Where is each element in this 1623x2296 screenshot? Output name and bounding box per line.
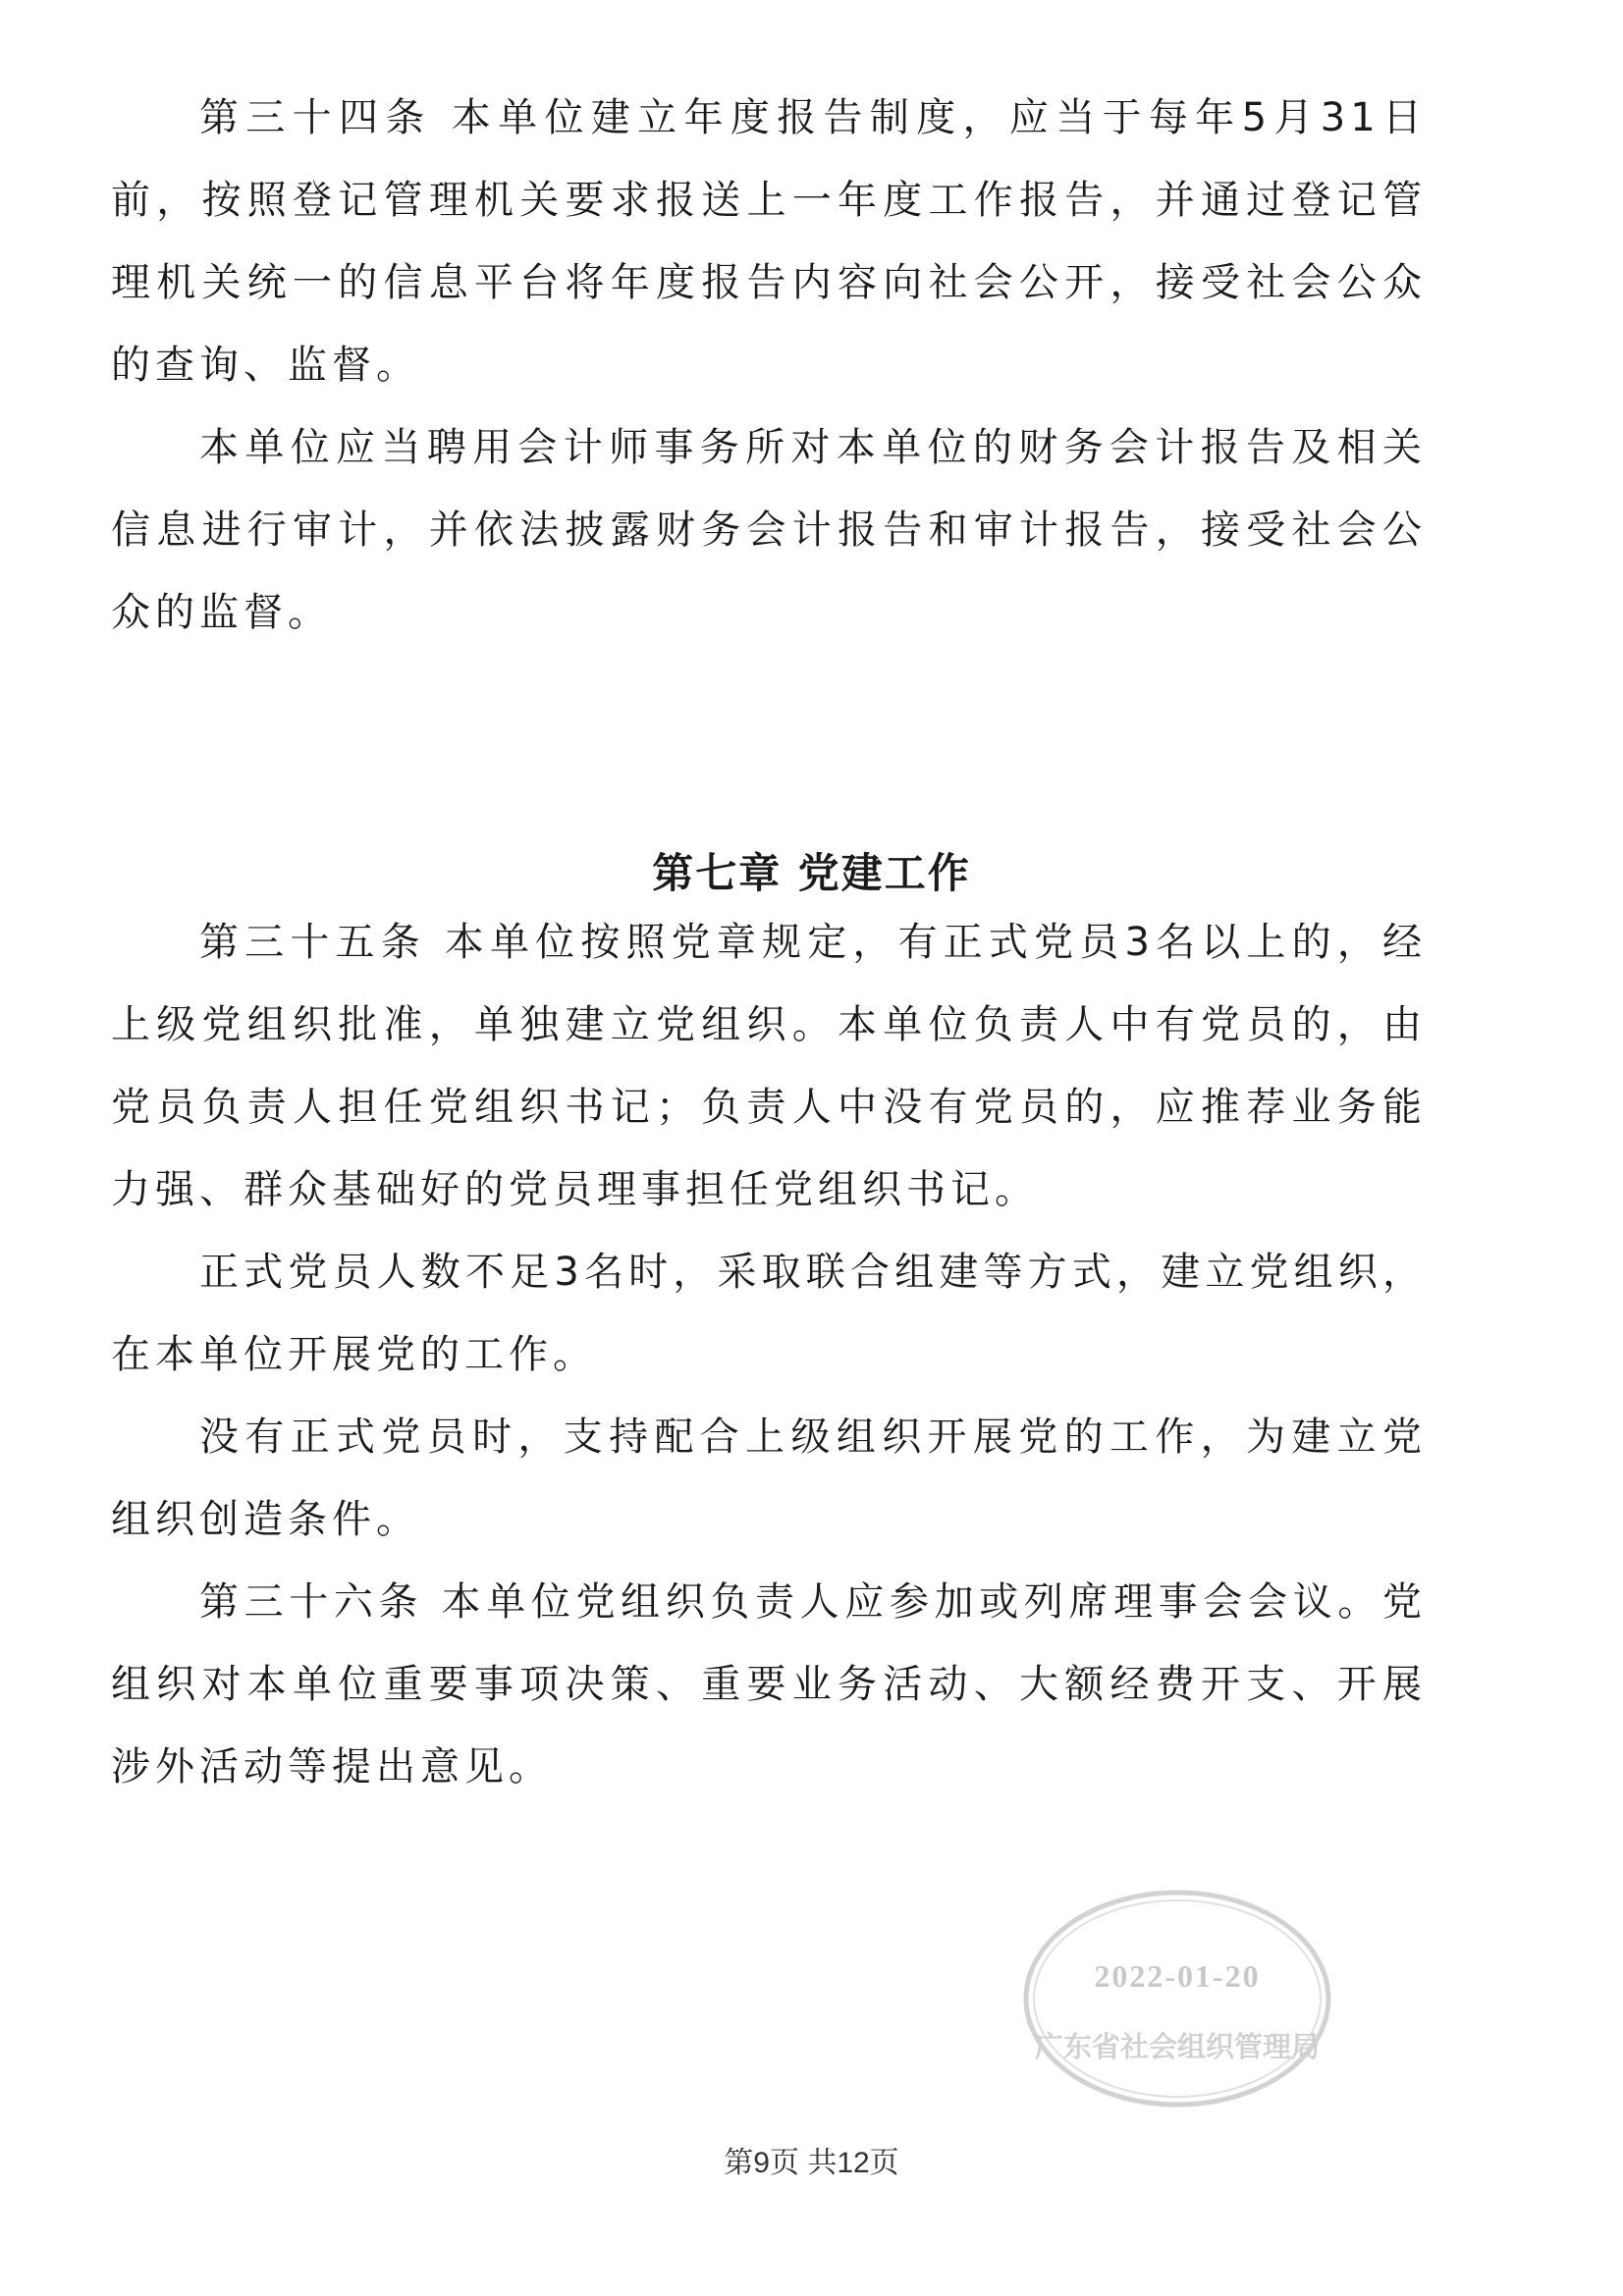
- article-34-paragraph: 第三十四条 本单位建立年度报告制度，应当于每年5月31日前，按照登记管理机关要求报送上一年度工作报告，并通过登记管理机关统一的信息平台将年度报告内容向社会公开，接受社会公众的查询、监督。: [111, 95, 1427, 388]
- no-members-paragraph: 没有正式党员时，支持配合上级组织开展党的工作，为建立党组织创造条件。: [111, 1415, 1427, 1542]
- chapter7-articles: [111, 901, 1427, 1808]
- stamp-inner-ring: [1034, 1900, 1321, 2097]
- article-36-paragraph: 第三十六条 本单位党组织负责人应参加或列席理事会会议。党组织对本单位重要事项决策、重要业务活动、大额经费开支、开展涉外活动等提出意见。: [111, 1579, 1427, 1789]
- stamp-outer-ring: [1026, 1893, 1328, 2105]
- stamp-date: 2022-01-20: [1094, 1958, 1261, 1994]
- audit-paragraph: 本单位应当聘用会计师事务所对本单位的财务会计报告及相关信息进行审计，并依法披露财务会计报告和审计报告，接受社会公众的监督。: [111, 425, 1427, 635]
- official-stamp: [1021, 1887, 1333, 2110]
- page-footer: 第9页 共12页: [724, 2147, 899, 2179]
- chapter-title: 第七章 党建工作: [652, 849, 971, 897]
- section-articles: [111, 77, 1427, 654]
- joint-party-paragraph: 正式党员人数不足3名时，采取联合组建等方式，建立党组织，在本单位开展党的工作。: [111, 1250, 1427, 1377]
- stamp-organization: 广东省社会组织管理局: [1034, 2030, 1321, 2063]
- article-35-paragraph: 第三十五条 本单位按照党章规定，有正式党员3名以上的，经上级党组织批准，单独建立党组织。本单位负责人中有党员的，由党员负责人担任党组织书记；负责人中没有党员的，应推荐业务能力强、群众基础好的党员理事担任党组织书记。: [111, 920, 1427, 1212]
